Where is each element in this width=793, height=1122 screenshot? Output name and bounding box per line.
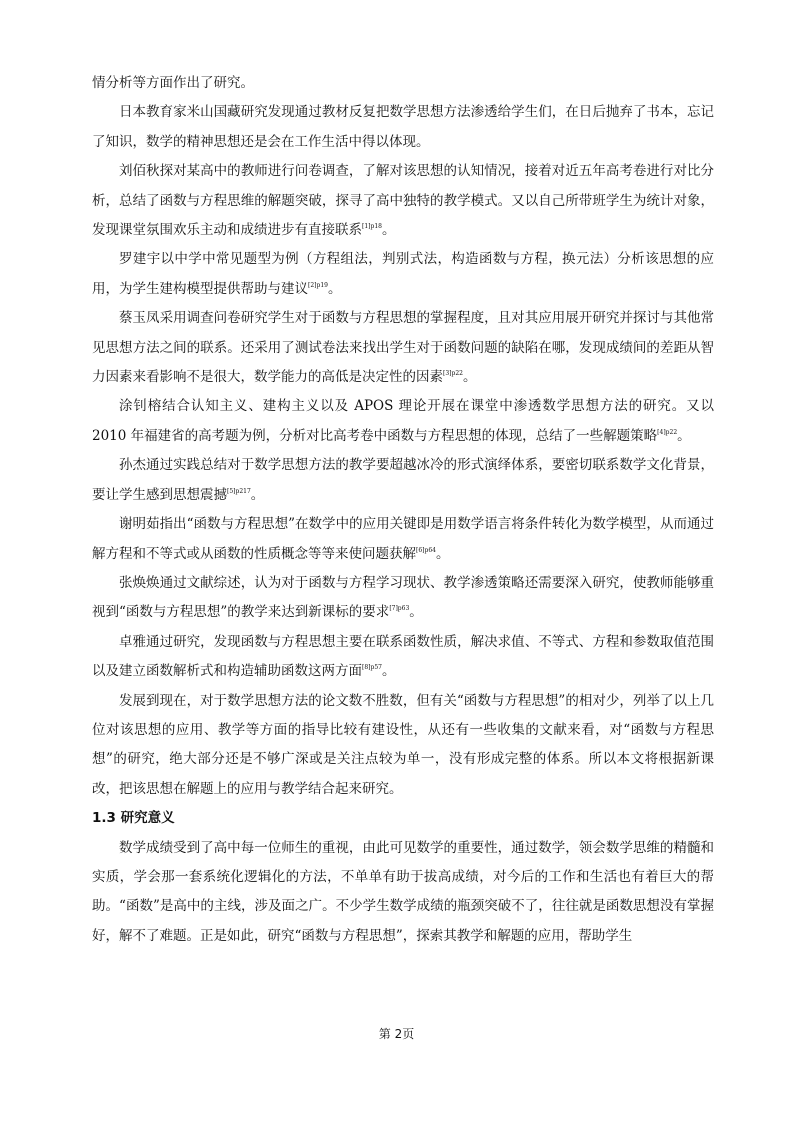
- paragraph-text: 蔡玉凤采用调查问卷研究学生对于函数与方程思想的掌握程度，且对其应用展开研究并探讨与其他常见思想方法之间的联系。还采用了测试卷法来找出学生对于函数问题的缺陷在哪，发现成绩间的差距从智力因素来看影响不是很大，数学能力的高低是决定性的因素: [92, 310, 714, 386]
- citation: [6]p64: [416, 546, 436, 554]
- paragraph-1: [92, 98, 714, 157]
- paragraph-2: [92, 157, 714, 245]
- paragraph-9: [92, 628, 714, 687]
- page-body: [92, 69, 714, 951]
- paragraph-text: 数学成绩受到了高中每一位师生的重视，由此可见数学的重要性，通过数学，领会数学思维的精髓和实质，学会那一套系统化逻辑化的方法，不单单有助于拔高成绩，对今后的工作和生活也有着巨大的帮助。“函数”是高中的主线，涉及面之广。不少学生数学成绩的瓶颈突破不了，往往就是函数思想没有掌握好，解不了难题。正是如此，研究“函数与方程思想”，探索其教学和解题的应用，帮助学生: [92, 839, 714, 944]
- paragraph-4: [92, 304, 714, 392]
- paragraph-text: 涂钊榕结合认知主义、建构主义以及 APOS 理论开展在课堂中渗透数学思想方法的研究。又以 2010 年福建省的高考题为例，分析对比高考卷中函数与方程思想的体现，总结了一些解题策略: [92, 398, 714, 444]
- paragraph-tail: 。: [250, 486, 265, 503]
- citation: [7]p63: [389, 605, 410, 613]
- citation: [2]p19: [308, 281, 328, 289]
- paragraph-tail: 。: [381, 663, 396, 680]
- paragraph-8: [92, 569, 714, 628]
- paragraph-3: [92, 245, 714, 304]
- paragraph-text: 罗建宇以中学中常见题型为例（方程组法，判别式法，构造函数与方程，换元法）分析该思想的应用，为学生建构模型提供帮助与建议: [92, 251, 714, 297]
- paragraph-text: 情分析等方面作出了研究。: [92, 75, 254, 91]
- paragraph-text: 发展到现在，对于数学思想方法的论文数不胜数，但有关“函数与方程思想”的相对少，列举了以上几位对该思想的应用、教学等方面的指导比较有建设性，从还有一些收集的文献来看，对“函数与方程思想”的研究，绝大部分还是不够广深或是关注点较为单一，没有形成完整的体系。所以本文将根据新课改，把该思想在解题上的应用与教学结合起来研究。: [92, 692, 714, 797]
- paragraph-10: [92, 687, 714, 805]
- citation: [5]p217: [227, 487, 251, 495]
- paragraph-text: 刘佰秋探对某高中的教师进行问卷调查，了解对该思想的认知情况，接着对近五年高考卷进行对比分析，总结了函数与方程思维的解题突破，探寻了高中独特的教学模式。又以自己所带班学生为统计对象，发现课堂氛围欢乐主动和成绩进步有直接联系: [92, 163, 714, 239]
- citation: [8]p57: [362, 664, 382, 672]
- citation: [3]p22: [443, 370, 463, 378]
- citation: [4]p22: [657, 428, 678, 436]
- paragraph-5: [92, 392, 714, 451]
- paragraph-text: 日本教育家米山国藏研究发现通过教材反复把数学思想方法渗透给学生们，在日后抛弃了书本，忘记了知识，数学的精神思想还是会在工作生活中得以体现。: [92, 104, 714, 150]
- paragraph-6: [92, 451, 714, 510]
- paragraph-0: [92, 69, 714, 98]
- paragraph-tail: 。: [409, 604, 423, 621]
- page-number: 第 2页: [378, 1027, 415, 1041]
- citation: [1]p18: [362, 223, 382, 231]
- paragraph-tail: 。: [462, 369, 477, 386]
- paragraph-last: [92, 834, 714, 952]
- paragraph-tail: 。: [327, 280, 342, 297]
- paragraph-tail: 。: [435, 545, 450, 562]
- section-heading: 1.3 研究意义: [92, 810, 175, 827]
- paragraph-text: 谢明茹指出“函数与方程思想”在数学中的应用关键即是用数学语言将条件转化为数学模型，从而通过解方程和不等式或从函数的性质概念等等来使问题获解: [92, 516, 714, 562]
- paragraph-text: 孙杰通过实践总结对于数学思想方法的教学要超越冰冷的形式演绎体系，要密切联系数学文化背景，要让学生感到思想震撼: [92, 457, 714, 503]
- paragraph-tail: 。: [677, 427, 691, 444]
- paragraph-7: [92, 510, 714, 569]
- paragraph-text: 张焕焕通过文献综述，认为对于函数与方程学习现状、教学渗透策略还需要深入研究，使教师能够重视到“函数与方程思想”的教学来达到新课标的要求: [92, 574, 714, 621]
- paragraph-text: 卓雅通过研究，发现函数与方程思想主要在联系函数性质，解决求值、不等式、方程和参数取值范围以及建立函数解析式和构造辅助函数这两方面: [92, 633, 714, 680]
- paragraph-tail: 。: [381, 222, 396, 239]
